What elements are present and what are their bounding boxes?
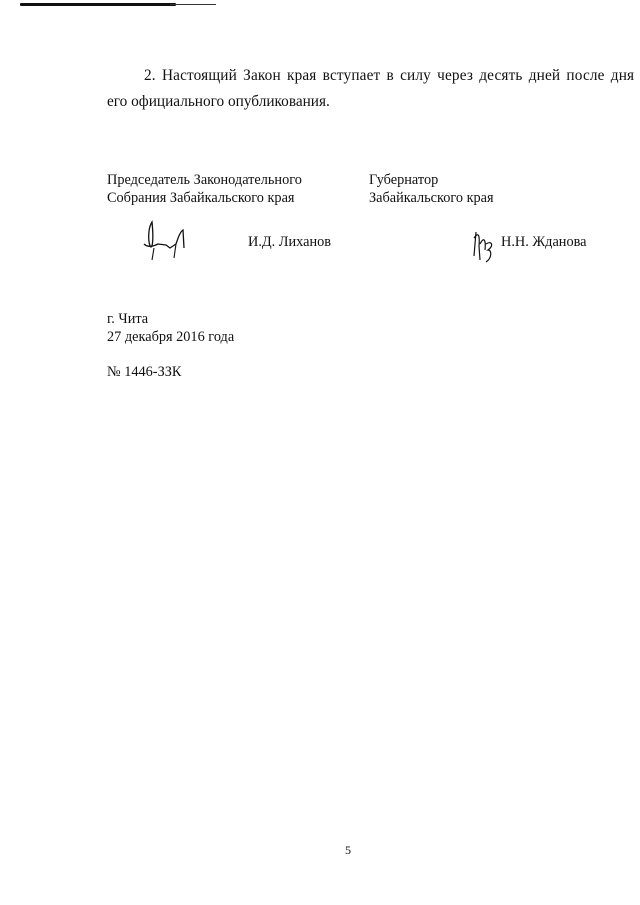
- place: г. Чита: [107, 311, 149, 327]
- signatory-1-title-line-1: Председатель Законодательного: [107, 172, 302, 188]
- signatory-2-name: Н.Н. Жданова: [501, 234, 587, 250]
- signature-icon: [140, 218, 200, 263]
- top-rule: [20, 3, 176, 6]
- page-number: 5: [345, 843, 351, 857]
- signatory-1-name: И.Д. Лиханов: [248, 234, 332, 250]
- paragraph-line-2: его официального опубликования.: [107, 93, 330, 110]
- signatory-1-title-line-2: Собрания Забайкальского края: [107, 190, 295, 206]
- signature-icon: [470, 226, 500, 266]
- signatory-2-title-line-1: Губернатор: [369, 172, 439, 188]
- top-rule-tail: [170, 4, 216, 5]
- date: 27 декабря 2016 года: [107, 329, 235, 345]
- law-number: № 1446-ЗЗК: [107, 364, 182, 380]
- signatory-2-title-line-2: Забайкальского края: [369, 190, 494, 206]
- paragraph-line-1: 2. Настоящий Закон края вступает в силу через десять дней после дня: [144, 67, 635, 84]
